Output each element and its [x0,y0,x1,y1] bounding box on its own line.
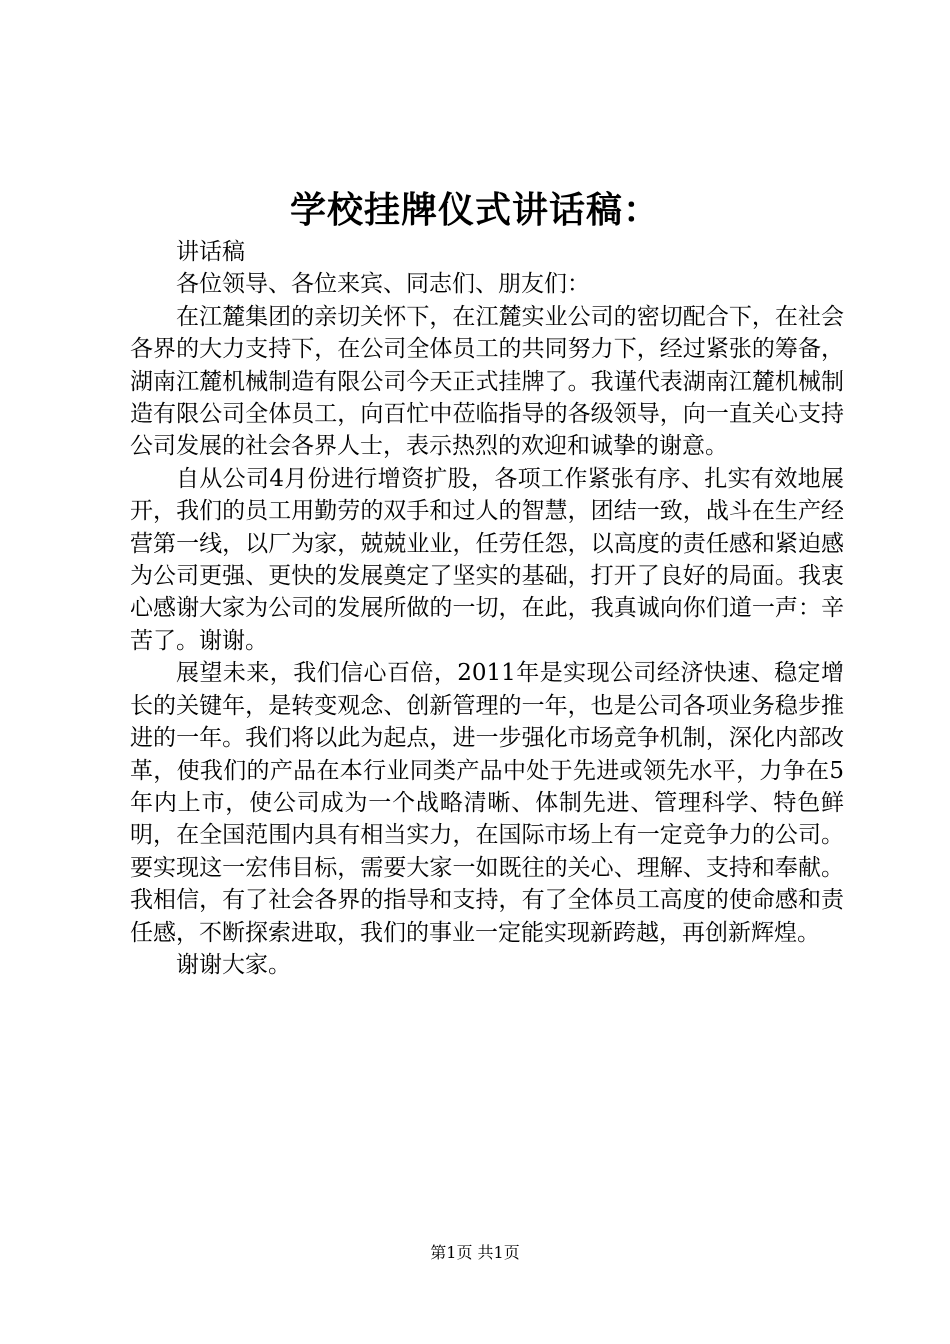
paragraph-1: 在江麓集团的亲切关怀下，在江麓实业公司的密切配合下，在社会各界的大力支持下，在公司全体员工的共同努力下，经过紧张的筹备，湖南江麓机械制造有限公司今天正式挂牌了。我谨代表湖南江麓机械制造有限公司全体员工，向百忙中莅临指导的各级领导，向一直关心支持公司发展的社会各界人士，表示热烈的欢迎和诚挚的谢意。 [130,303,844,460]
document-body [130,236,844,981]
subtitle: 讲话稿 [176,239,245,265]
page-footer: 第1页 共1页 [430,1243,520,1262]
paragraph-2: 自从公司4月份进行增资扩股，各项工作紧张有序、扎实有效地展开，我们的员工用勤劳的双手和过人的智慧，团结一致，战斗在生产经营第一线，以厂为家，兢兢业业，任劳任怨，以高度的责任感和紧迫感为公司更强、更快的发展奠定了坚实的基础，打开了良好的局面。我衷心感谢大家为公司的发展所做的一切，在此，我真诚向你们道一声：辛苦了。谢谢。 [130,465,844,654]
paragraph-3: 展望未来，我们信心百倍，2011年是实现公司经济快速、稳定增长的关键年，是转变观念、创新管理的一年，也是公司各项业务稳步推进的一年。我们将以此为起点，进一步强化市场竞争机制，深化内部改革，使我们的产品在本行业同类产品中处于先进或领先水平，力争在5年内上市，使公司成为一个战略清晰、体制先进、管理科学、特色鲜明，在全国范围内具有相当实力，在国际市场上有一定竞争力的公司。要实现这一宏伟目标，需要大家一如既往的关心、理解、支持和奉献。我相信，有了社会各界的指导和支持，有了全体员工高度的使命感和责任感，不断探索进取，我们的事业一定能实现新跨越，再创新辉煌。 [130,660,844,946]
document-title: 学校挂牌仪式讲话稿： [289,189,660,231]
salutation: 各位领导、各位来宾、同志们、朋友们： [176,271,590,298]
closing: 谢谢大家。 [176,951,291,978]
